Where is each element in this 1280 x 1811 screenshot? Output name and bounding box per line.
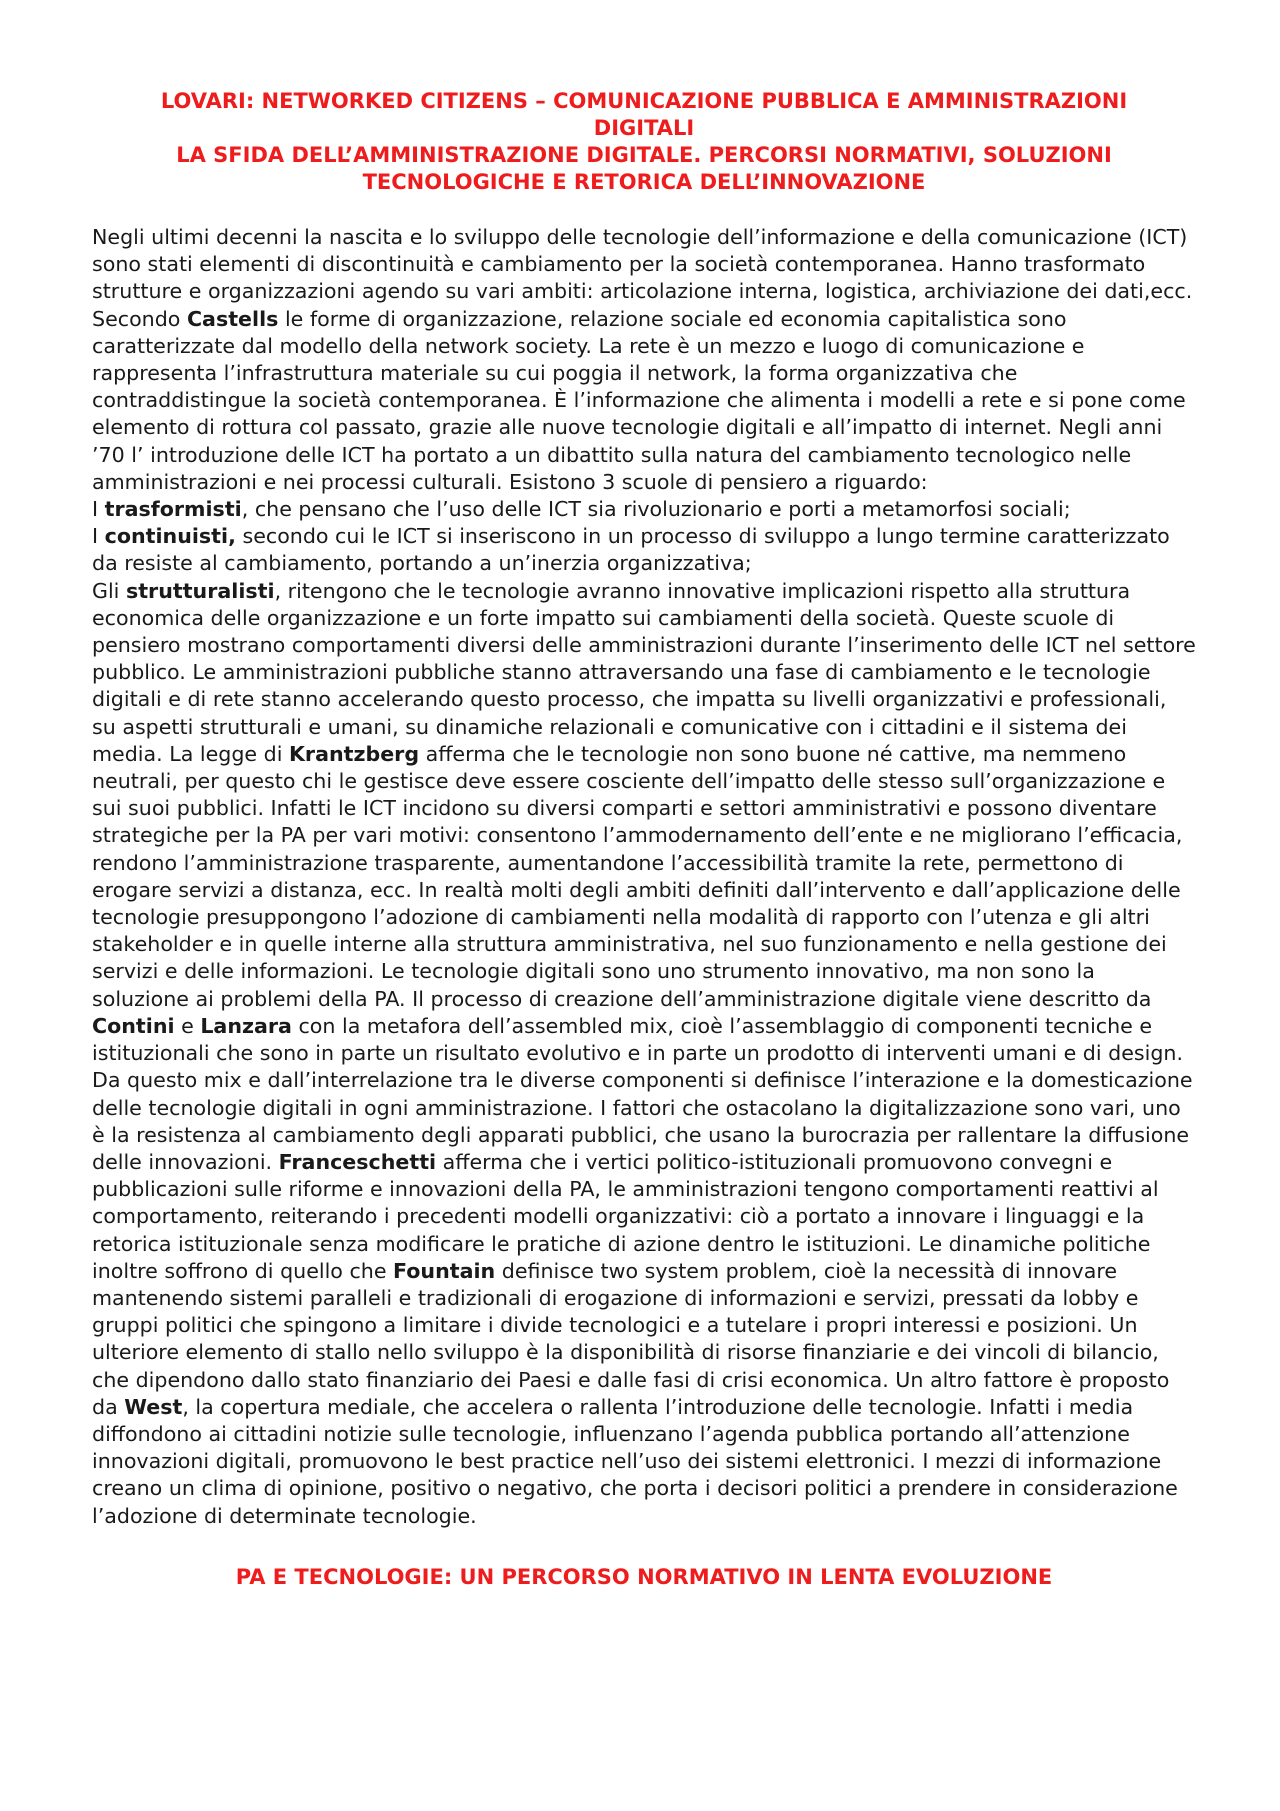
text-run: afferma che le tecnologie non sono buone né cattive, ma nemmeno neutrali, per questo chi le gestisce deve essere cosciente dell’impatto delle stesso sull’organizzazione e sui suoi pubblici. Infatti le ICT incidono su diversi comparti e settori amministrativi e possono diventare strategiche per la PA per vari motivi: consentono l’ammodernamento dell’ente e ne migliorano l’efficacia, rendono l’amministrazione trasparente, aumentandone l’accessibilità tramite la rete, permettono di erogare servizi a distanza, ecc. In realtà molti degli ambiti definiti dall’intervento e dall’applicazione delle tecnologie presuppongono l’adozione di cambiamenti nella modalità di rapporto con l’utenza e gli altri stakeholder e in quelle interne alla struttura amministrativa, nel suo funzionamento e nella gestione dei servizi e delle informazioni. Le tecnologie digitali sono uno strumento innovativo, ma non sono la soluzione ai problemi della PA. Il processo di creazione dell’amministrazione digitale viene descritto da: [92, 741, 1183, 1011]
text-run: secondo cui le ICT si inseriscono in un processo di sviluppo a lungo termine caratterizzato da resiste al cambiamento, portando a un’inerzia organizzativa;: [92, 524, 1170, 576]
bold-term-west: West: [124, 1394, 183, 1419]
bold-term-fountain: Fountain: [393, 1258, 496, 1283]
text-run: le forme di organizzazione, relazione sociale ed economia capitalistica sono caratterizzate dal modello della network society. La rete è un mezzo e luogo di comunicazione e rappresenta l’infrastruttura materiale su cui poggia il network, la forma organizzativa che contraddistingue la società contemporanea. È l’informazione che alimenta i modelli a rete e si pone come elemento di rottura col passato, grazie alle nuove tecnologie digitali e all’impatto di internet. Negli anni ’70 l’ introduzione delle ICT ha portato a un dibattito sulla natura del cambiamento tecnologico nelle amministrazioni e nei processi culturali. Esistono 3 scuole di pensiero a riguardo:: [92, 306, 1186, 494]
bold-term-continuisti: continuisti,: [104, 524, 236, 549]
bold-term-krantzberg: Krantzberg: [288, 741, 420, 766]
bold-term-lanzara: Lanzara: [200, 1013, 292, 1038]
body-paragraph: [92, 224, 1196, 1530]
text-run: , ritengono che le tecnologie avranno innovative implicazioni rispetto alla struttura economica delle organizzazione e un forte impatto sui cambiamenti della società. Queste scuole di pensiero mostrano comportamenti diversi delle amministrazioni durante l’inserimento delle ICT nel settore pubblico. Le amministrazioni pubbliche stanno attraversando una fase di cambiamento e le tecnologie digitali e di rete stanno accelerando questo processo, che impatta su livelli organizzativi e professionali, su aspetti strutturali e umani, su dinamiche relazionali e comunicative con i cittadini e il sistema dei media. La legge di: [92, 578, 1196, 766]
text-run: con la metafora dell’assembled mix, cioè l’assemblaggio di componenti tecniche e istituzionali che sono in parte un risultato evolutivo e in parte un prodotto di interventi umani e di design. Da questo mix e dall’interrelazione tra le diverse componenti si definisce l’interazione e la domesticazione delle tecnologie digitali in ogni amministrazione. I fattori che ostacolano la digitalizzazione sono vari, uno è la resistenza al cambiamento degli apparati pubblici, che usano la burocrazia per rallentare la diffusione delle innovazioni.: [92, 1013, 1193, 1174]
document-page: [92, 88, 1196, 1591]
document-title: [92, 88, 1196, 196]
section-heading: PA E TECNOLOGIE: UN PERCORSO NORMATIVO IN LENTA EVOLUZIONE: [235, 1564, 1053, 1589]
title-line-2: DIGITALI: [593, 116, 695, 140]
subtitle-line-2: TECNOLOGICHE E RETORICA DELL’INNOVAZIONE: [362, 170, 926, 194]
text-run: I: [92, 497, 105, 522]
text-run: definisce two system problem, cioè la necessità di innovare mantenendo sistemi paralleli e tradizionali di erogazione di informazioni e servizi, pressati da lobby e gruppi politici che spingono a limitare i divide tecnologici e a tutelare i propri interessi e posizioni. Un ulteriore elemento di stallo nello sviluppo è la disponibilità di risorse finanziarie e dei vincoli di bilancio, che dipendono dallo stato finanziario dei Paesi e dalle fasi di crisi economica. Un altro fattore è proposto da: [92, 1258, 1170, 1419]
bold-term-trasformisti: trasformisti: [104, 497, 242, 522]
text-run: I: [92, 524, 105, 549]
title-line-1: LOVARI: NETWORKED CITIZENS – COMUNICAZIONE PUBBLICA E AMMINISTRAZIONI: [160, 89, 1128, 113]
text-run: e: [174, 1013, 201, 1038]
bold-term-castells: Castells: [186, 306, 279, 331]
text-run: , la copertura mediale, che accelera o rallenta l’introduzione delle tecnologie. Infatti i media diffondono ai cittadini notizie sulle tecnologie, influenzano l’agenda pubblica portando all’attenzione innovazioni digitali, promuovono le best practice nell’uso dei sistemi elettronici. I mezzi di informazione creano un clima di opinione, positivo o negativo, che porta i decisori politici a prendere in considerazione l’adozione di determinate tecnologie.: [92, 1394, 1178, 1528]
text-run: Gli: [92, 578, 126, 603]
text-run: afferma che i vertici politico-istituzionali promuovono convegni e pubblicazioni sulle riforme e innovazioni della PA, le amministrazioni tengono comportamenti reattivi al comportamento, reiterando i precedenti modelli organizzativi: ciò a portato a innovare i linguaggi e la retorica istituzionale senza modificare le pratiche di azione dentro le istituzioni. Le dinamiche politiche inoltre soffrono di quello che: [92, 1149, 1159, 1283]
bold-term-franceschetti: Franceschetti: [278, 1149, 437, 1174]
bold-term-strutturalisti: strutturalisti: [125, 578, 275, 603]
text-run: Negli ultimi decenni la nascita e lo sviluppo delle tecnologie dell’informazione e della comunicazione (ICT) sono stati elementi di discontinuità e cambiamento per la società contemporanea. Hanno trasformato strutture e organizzazioni agendo su vari ambiti: articolazione interna, logistica, archiviazione dei dati,ecc. Secondo: [92, 225, 1193, 331]
bold-term-contini: Contini: [92, 1013, 175, 1038]
subtitle-line-1: LA SFIDA DELL’AMMINISTRAZIONE DIGITALE. PERCORSI NORMATIVI, SOLUZIONI: [176, 143, 1112, 167]
text-run: , che pensano che l’uso delle ICT sia rivoluzionario e porti a metamorfosi sociali;: [241, 497, 1071, 522]
